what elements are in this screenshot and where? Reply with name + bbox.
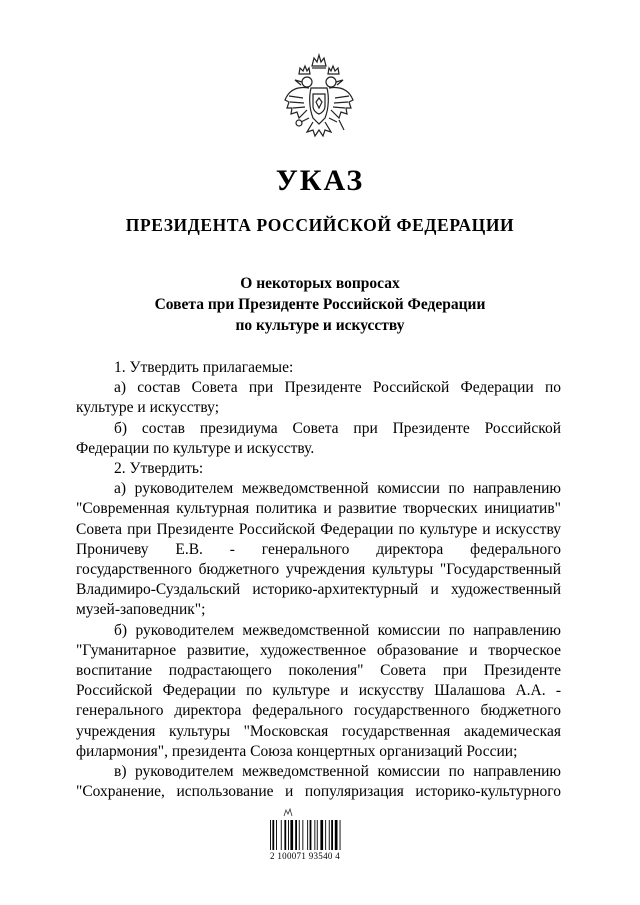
- barcode-bar: [320, 820, 323, 850]
- barcode-bar: [299, 820, 300, 850]
- decree-subject: [0, 273, 640, 336]
- document-footer: [270, 808, 370, 860]
- barcode-bar: [331, 820, 333, 850]
- paragraph: а) состав Совета при Президенте Российской Федерации по культуре и искусству;: [76, 379, 561, 417]
- paragraph: 1. Утвердить прилагаемые:: [114, 359, 294, 376]
- barcode-bar: [284, 820, 286, 850]
- barcode-bar: [281, 820, 282, 850]
- barcode-bar: [314, 820, 315, 850]
- barcode-bar: [340, 820, 341, 850]
- document-subtitle: ПРЕЗИДЕНТА РОССИЙСКОЙ ФЕДЕРАЦИИ: [125, 215, 515, 235]
- decree-body: [76, 358, 561, 802]
- barcode-bar: [335, 820, 338, 850]
- barcode-number: 2 100071 93540 4: [270, 851, 341, 861]
- subject-line: Совета при Президенте Российской Федерации: [154, 296, 486, 313]
- paragraph: в) руководителем межведомственной комиссии по направлению "Сохранение, использование и популяризация историко-культурного: [76, 763, 561, 801]
- document-title: УКАЗ: [275, 164, 365, 197]
- barcode-icon: [270, 820, 364, 850]
- barcode-bar: [317, 820, 318, 850]
- paragraph: б) руководителем межведомственной комиссии по направлению "Гуманитарное развитие, художественное образование и творческое воспитание подрастающего поколения" Совета при Президенте Российской Федерации по культуре и искусству Шалашова А.А. - генерального директора федерального государственного бюджетного учреждения культуры "Московская государственная академическая филармония", президента Союза концертных организаций России;: [76, 621, 561, 760]
- stamp-mark-icon: [283, 808, 293, 818]
- barcode-bar: [290, 820, 293, 850]
- paragraph: 2. Утвердить:: [114, 460, 204, 478]
- subject-line: по культуре и искусству: [235, 317, 405, 334]
- barcode-bar: [329, 820, 330, 850]
- barcode-bar: [310, 820, 312, 850]
- barcode-bar: [295, 820, 297, 850]
- paragraph: а) руководителем межведомственной комиссии по направлению "Современная культурная политика и развитие творческих инициатив" Совета при Президенте Российской Федерации по культуре и искусству Проничеву Е.В. - генерального директора федерального государственного бюджетного учреждения культуры "Государственный Владимиро-Суздальский историко-архитектурный и художественный музей-заповедник";: [76, 480, 561, 619]
- barcode-bar: [270, 820, 271, 850]
- barcode-bar: [302, 820, 303, 850]
- barcode-bar: [272, 820, 274, 850]
- barcode-bar: [325, 820, 326, 850]
- barcode-bar: [276, 820, 277, 850]
- subject-line: О некоторых вопросах: [240, 275, 400, 292]
- barcode-bar: [288, 820, 289, 850]
- barcode-bar: [307, 820, 308, 850]
- paragraph: б) состав президиума Совета при Президенте Российской Федерации по культуре и искусству.: [76, 419, 561, 457]
- russian-coat-of-arms-icon: [281, 52, 357, 144]
